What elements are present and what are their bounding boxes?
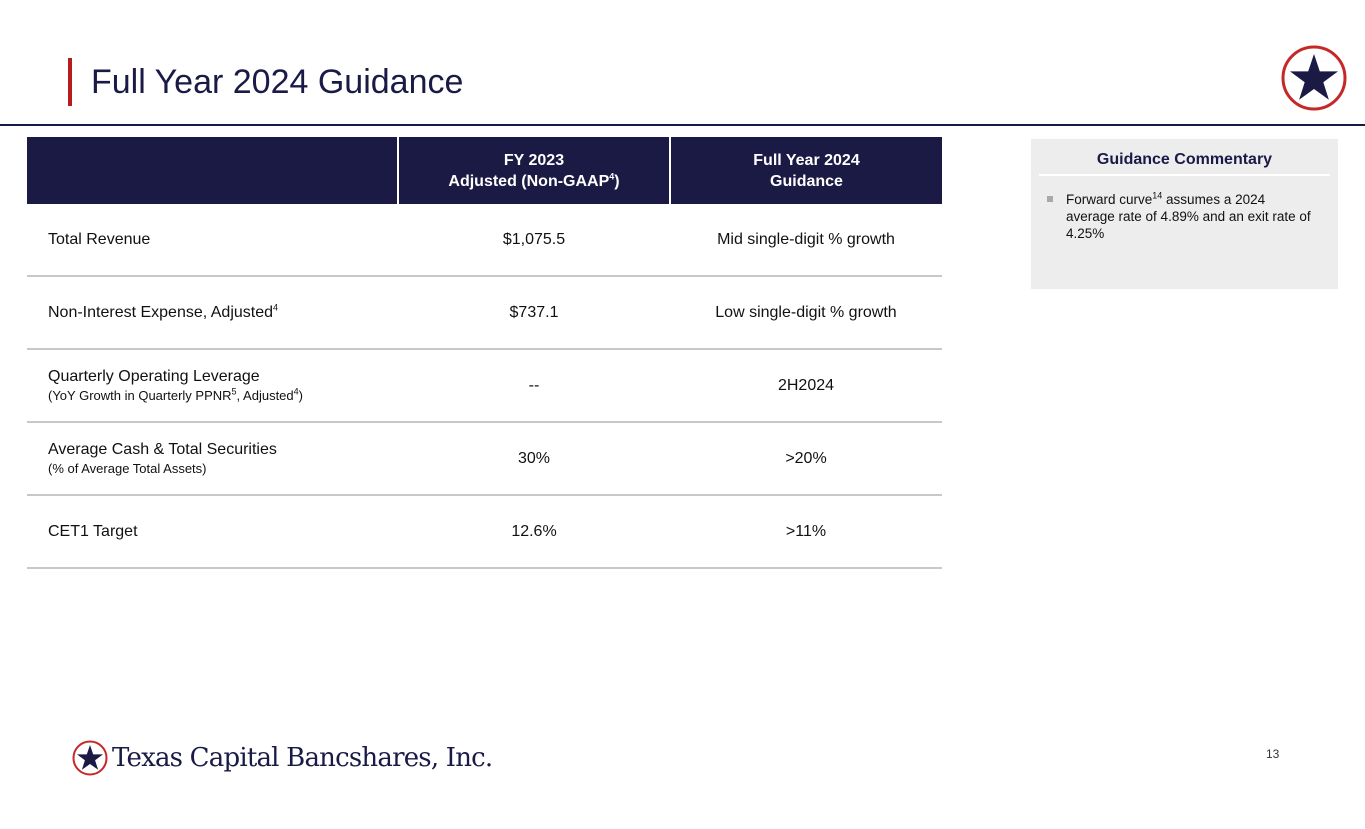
sublabel-part: , Adjusted (236, 388, 294, 403)
header-fy2024-line2: Guidance (770, 172, 843, 190)
sublabel-part: ) (298, 388, 304, 403)
header-fy2024-line1: Full Year 2024 (753, 151, 860, 169)
star-logo-icon (1281, 45, 1347, 111)
row-fy2023-value: 12.6% (398, 495, 670, 568)
row-sublabel: (% of Average Total Assets) (48, 461, 207, 476)
header-blank (27, 137, 398, 204)
title-divider (0, 124, 1365, 126)
row-fy2023-value: 30% (398, 422, 670, 495)
row-fy2023-value: $737.1 (398, 276, 670, 349)
page-title: Full Year 2024 Guidance (91, 63, 464, 101)
footnote-ref: 5 (231, 386, 237, 397)
row-label-text: Average Cash & Total Securities (48, 441, 277, 458)
commentary-title: Guidance Commentary (1039, 151, 1330, 176)
header-fy2024-guidance (670, 137, 942, 204)
title-accent-bar (68, 58, 72, 106)
commentary-bullet-text (1066, 191, 1316, 242)
row-guidance-value: 2H2024 (670, 349, 942, 422)
table-row (27, 349, 942, 422)
row-guidance-value: Mid single-digit % growth (670, 204, 942, 276)
bullet-part: assumes a 2024 average rate of 4.89% and an exit rate of 4.25% (1066, 192, 1311, 241)
row-label (27, 422, 398, 495)
row-guidance-value: >11% (670, 495, 942, 568)
row-label: Total Revenue (27, 204, 398, 276)
row-sublabel (48, 388, 398, 403)
header-fy2023-line1: FY 2023 (503, 151, 565, 169)
table-row (27, 204, 942, 276)
company-name: Texas Capital Bancshares, Inc. (112, 743, 493, 773)
sublabel-part: (YoY Growth in Quarterly PPNR (48, 388, 232, 403)
header-fy2023-tail: ) (614, 172, 620, 190)
row-label (27, 349, 398, 422)
row-label-text: Quarterly Operating Leverage (48, 368, 260, 385)
header-fy2023 (398, 137, 670, 204)
star-logo-icon (72, 740, 108, 776)
guidance-table (27, 137, 942, 569)
row-label (27, 276, 398, 349)
row-guidance-value: Low single-digit % growth (670, 276, 942, 349)
footnote-ref: 4 (293, 386, 299, 397)
list-item (1031, 191, 1338, 242)
row-label: CET1 Target (27, 495, 398, 568)
bullet-part: Forward curve (1066, 192, 1153, 207)
guidance-commentary-panel (1031, 139, 1338, 289)
footnote-ref: 4 (273, 302, 279, 313)
header-fy2023-line2: Adjusted (Non-GAAP (448, 172, 610, 190)
row-guidance-value: >20% (670, 422, 942, 495)
table-header-row (27, 137, 942, 204)
footnote-ref: 4 (609, 171, 615, 182)
page-number: 13 (1266, 747, 1280, 761)
row-label-text: Non-Interest Expense, Adjusted (48, 303, 274, 321)
table-row (27, 495, 942, 568)
footnote-ref: 14 (1152, 190, 1163, 201)
table-row (27, 276, 942, 349)
row-fy2023-value: -- (398, 349, 670, 422)
table-row (27, 422, 942, 495)
row-fy2023-value: $1,075.5 (398, 204, 670, 276)
square-bullet-icon (1047, 196, 1053, 202)
